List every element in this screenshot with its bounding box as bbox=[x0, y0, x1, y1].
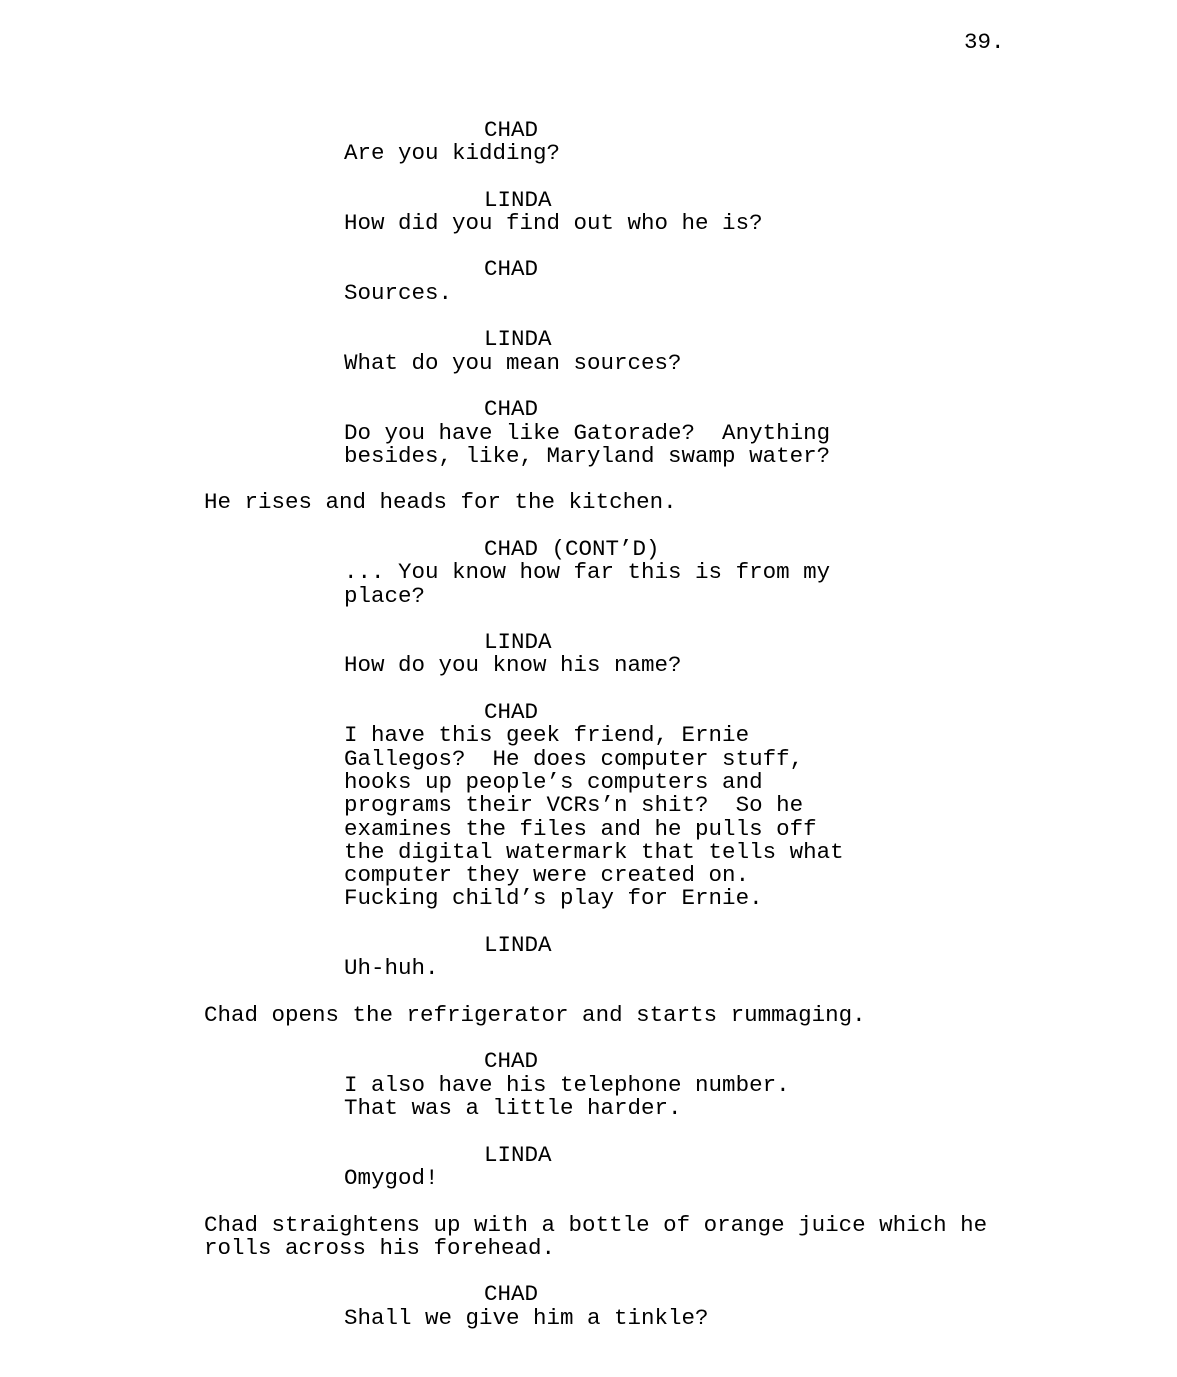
dialogue-line: Are you kidding? bbox=[344, 140, 561, 166]
character-name: LINDA bbox=[484, 326, 552, 352]
dialogue-line: place? bbox=[344, 583, 426, 609]
character-name: LINDA bbox=[484, 187, 552, 213]
dialogue-line: I have this geek friend, Ernie bbox=[344, 722, 750, 748]
dialogue-line: Do you have like Gatorade? Anything bbox=[344, 420, 831, 446]
character-name: LINDA bbox=[484, 932, 552, 958]
dialogue-line: Gallegos? He does computer stuff, bbox=[344, 746, 804, 772]
dialogue-line: I also have his telephone number. bbox=[344, 1072, 790, 1098]
dialogue-line: What do you mean sources? bbox=[344, 350, 682, 376]
dialogue-line: computer they were created on. bbox=[344, 862, 750, 888]
character-name: CHAD bbox=[484, 1048, 539, 1074]
character-name: CHAD bbox=[484, 1281, 539, 1307]
dialogue-line: programs their VCRs’n shit? So he bbox=[344, 792, 804, 818]
character-name: LINDA bbox=[484, 1142, 552, 1168]
dialogue-line: Sources. bbox=[344, 280, 453, 306]
dialogue-line: the digital watermark that tells what bbox=[344, 839, 844, 865]
character-name: CHAD bbox=[484, 256, 539, 282]
dialogue-line: How did you find out who he is? bbox=[344, 210, 763, 236]
character-name: CHAD bbox=[484, 699, 539, 725]
action-line: rolls across his forehead. bbox=[204, 1235, 556, 1261]
dialogue-line: ... You know how far this is from my bbox=[344, 559, 831, 585]
character-name: CHAD (CONT’D) bbox=[484, 536, 660, 562]
character-name: CHAD bbox=[484, 117, 539, 143]
action-line: He rises and heads for the kitchen. bbox=[204, 489, 677, 515]
dialogue-line: hooks up people’s computers and bbox=[344, 769, 763, 795]
dialogue-line: That was a little harder. bbox=[344, 1095, 682, 1121]
dialogue-line: Shall we give him a tinkle? bbox=[344, 1305, 709, 1331]
dialogue-line: Omygod! bbox=[344, 1165, 439, 1191]
dialogue-line: How do you know his name? bbox=[344, 652, 682, 678]
character-name: LINDA bbox=[484, 629, 552, 655]
action-line: Chad opens the refrigerator and starts rummaging. bbox=[204, 1002, 866, 1028]
dialogue-line: Uh-huh. bbox=[344, 955, 439, 981]
page-number: 39. bbox=[964, 29, 1005, 55]
dialogue-line: besides, like, Maryland swamp water? bbox=[344, 443, 831, 469]
dialogue-line: Fucking child’s play for Ernie. bbox=[344, 885, 763, 911]
dialogue-line: examines the files and he pulls off bbox=[344, 816, 817, 842]
action-line: Chad straightens up with a bottle of orange juice which he bbox=[204, 1212, 988, 1238]
character-name: CHAD bbox=[484, 396, 539, 422]
